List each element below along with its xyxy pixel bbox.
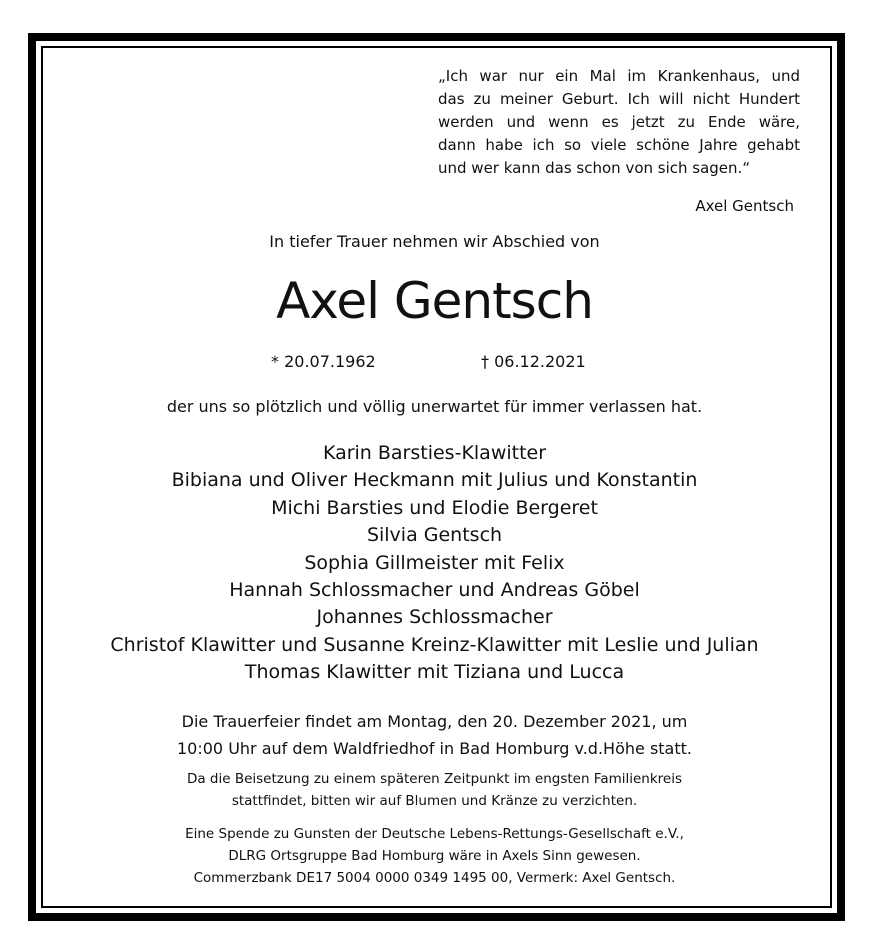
mourner: Silvia Gentsch — [366, 524, 503, 547]
quote-line: „Ich war nur ein Mal im Krankenhaus, und — [438, 67, 800, 85]
mourner: Karin Barsties-Klawitter — [322, 442, 547, 464]
flowers-note — [40, 768, 829, 812]
intro-text: In tiefer Trauer nehmen wir Abschied von — [269, 232, 600, 251]
quote-author: Axel Gentsch — [695, 197, 794, 215]
farewell-message: der uns so plötzlich und völlig unerwartet für immer verlassen hat. — [166, 397, 703, 416]
mourners-list — [40, 440, 829, 687]
death-date: † 06.12.2021 — [481, 352, 586, 371]
ceremony-info — [40, 708, 829, 762]
mourner: Thomas Klawitter mit Tiziana und Lucca — [244, 661, 625, 684]
birth-date: * 20.07.1962 — [271, 352, 376, 371]
ceremony-line: 10:00 Uhr auf dem Waldfriedhof in Bad Homburg v.d.Höhe statt. — [177, 739, 692, 758]
quote-line: dann habe ich so viele schöne Jahre gehabt — [438, 136, 800, 154]
mourner: Christof Klawitter und Susanne Kreinz-Klawitter mit Leslie und Julian — [110, 633, 759, 656]
quote-line: werden und wenn es jetzt zu Ende wäre, — [438, 113, 800, 131]
mourner: Sophia Gillmeister mit Felix — [304, 551, 565, 574]
donation-note — [40, 823, 829, 889]
ceremony-line: Die Trauerfeier findet am Montag, den 20. Dezember 2021, um — [181, 712, 688, 731]
quote-line: und wer kann das schon von sich sagen.“ — [438, 159, 751, 177]
donation-note-line: Commerzbank DE17 5004 0000 0349 1495 00, Vermerk: Axel Gentsch. — [193, 870, 676, 886]
donation-note-line: DLRG Ortsgruppe Bad Homburg wäre in Axels Sinn gewesen. — [228, 848, 641, 864]
flowers-note-line: Da die Beisetzung zu einem späteren Zeitpunkt im engsten Familienkreis — [186, 771, 683, 787]
flowers-note-line: stattfindet, bitten wir auf Blumen und Kränze zu verzichten. — [231, 793, 638, 809]
mourner: Hannah Schlossmacher und Andreas Göbel — [229, 579, 640, 602]
mourner: Michi Barsties und Elodie Bergeret — [271, 496, 598, 519]
deceased-name: Axel Gentsch — [276, 272, 593, 330]
mourner: Bibiana und Oliver Heckmann mit Julius und Konstantin — [171, 469, 698, 492]
quote-line: das zu meiner Geburt. Ich will nicht Hundert — [438, 90, 800, 108]
quote-block — [438, 65, 800, 180]
mourner: Johannes Schlossmacher — [316, 606, 553, 629]
donation-note-line: Eine Spende zu Gunsten der Deutsche Lebens-Rettungs-Gesellschaft e.V., — [185, 826, 684, 842]
